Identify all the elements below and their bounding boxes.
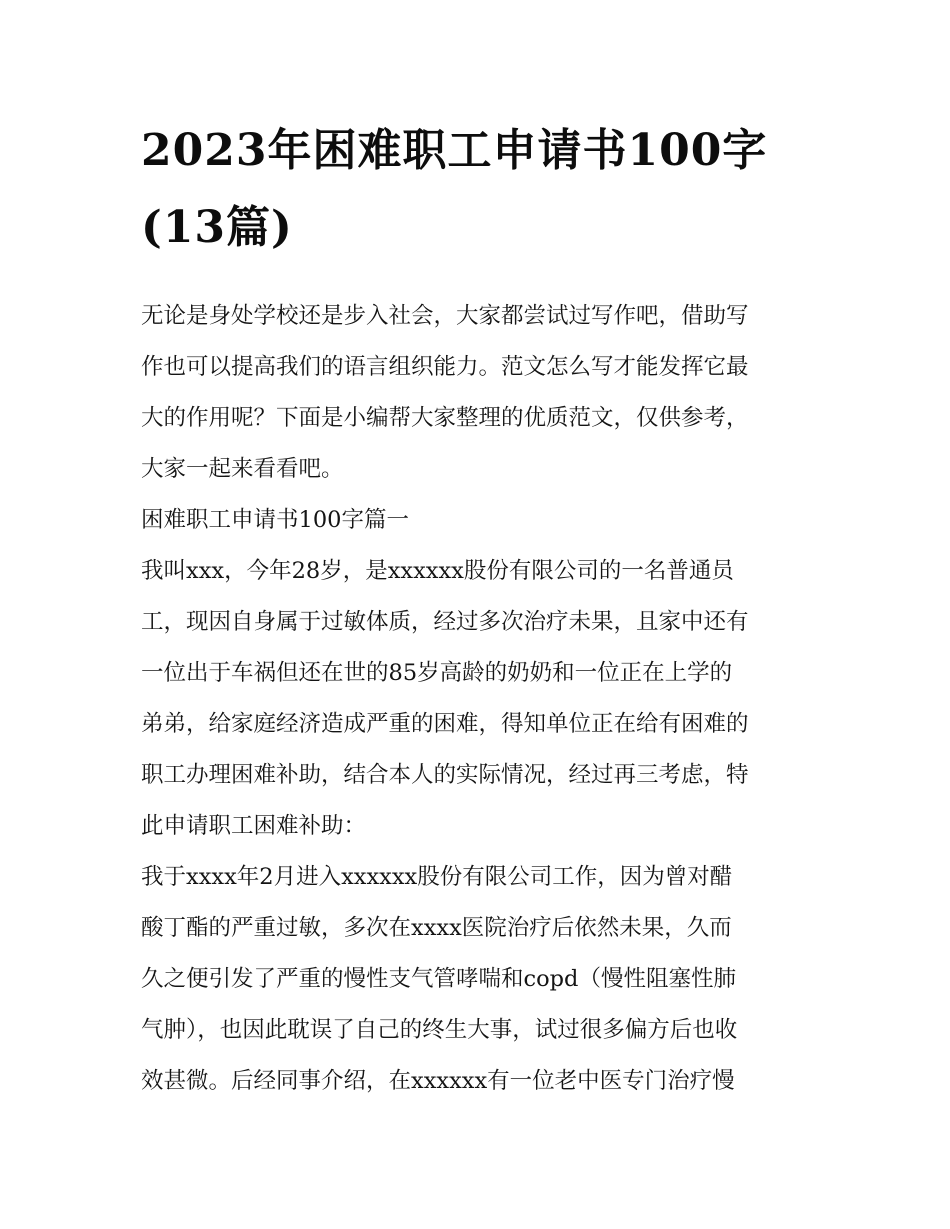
title-line: (13篇) xyxy=(141,202,293,253)
text-line: 一位出于车祸但还在世的85岁高龄的奶奶和一位正在上学的 xyxy=(141,660,733,686)
text-line: 气肿），也因此耽误了自己的终生大事，试过很多偏方后也收 xyxy=(141,1017,738,1043)
body-paragraph xyxy=(141,852,821,1107)
intro-paragraph xyxy=(141,291,821,495)
text-line: 酸丁酯的严重过敏，多次在xxxx医院治疗后依然未果，久而 xyxy=(141,915,732,941)
document-body xyxy=(141,291,821,1107)
section-heading xyxy=(141,495,821,546)
text-line: 我于xxxx年2月进入xxxxxx股份有限公司工作，因为曾对醋 xyxy=(141,864,733,890)
text-line: 无论是身处学校还是步入社会，大家都尝试过写作吧，借助写 xyxy=(141,303,749,329)
text-line: 作也可以提高我们的语言组织能力。范文怎么写才能发挥它最 xyxy=(141,354,749,380)
text-line: 大家一起来看看吧。 xyxy=(141,456,344,482)
body-paragraph xyxy=(141,546,821,852)
text-line: 久之便引发了严重的慢性支气管哮喘和copd（慢性阻塞性肺 xyxy=(141,966,736,992)
text-line: 此申请职工困难补助： xyxy=(141,813,367,839)
text-line: 职工办理困难补助，结合本人的实际情况，经过再三考虑，特 xyxy=(141,762,749,788)
text-line: 效甚微。后经同事介绍，在xxxxxx有一位老中医专门治疗慢 xyxy=(141,1068,735,1094)
text-line: 工，现因自身属于过敏体质，经过多次治疗未果，且家中还有 xyxy=(141,609,749,635)
document-title xyxy=(141,112,821,266)
text-line: 大的作用呢？下面是小编帮大家整理的优质范文，仅供参考， xyxy=(141,405,749,431)
text-line: 困难职工申请书100字篇一 xyxy=(141,507,409,533)
title-line: 2023年困难职工申请书100字 xyxy=(141,125,768,176)
text-line: 我叫xxx，今年28岁，是xxxxxx股份有限公司的一名普通员 xyxy=(141,558,734,584)
document-page xyxy=(141,112,821,1107)
text-line: 弟弟，给家庭经济造成严重的困难，得知单位正在给有困难的 xyxy=(141,711,749,737)
